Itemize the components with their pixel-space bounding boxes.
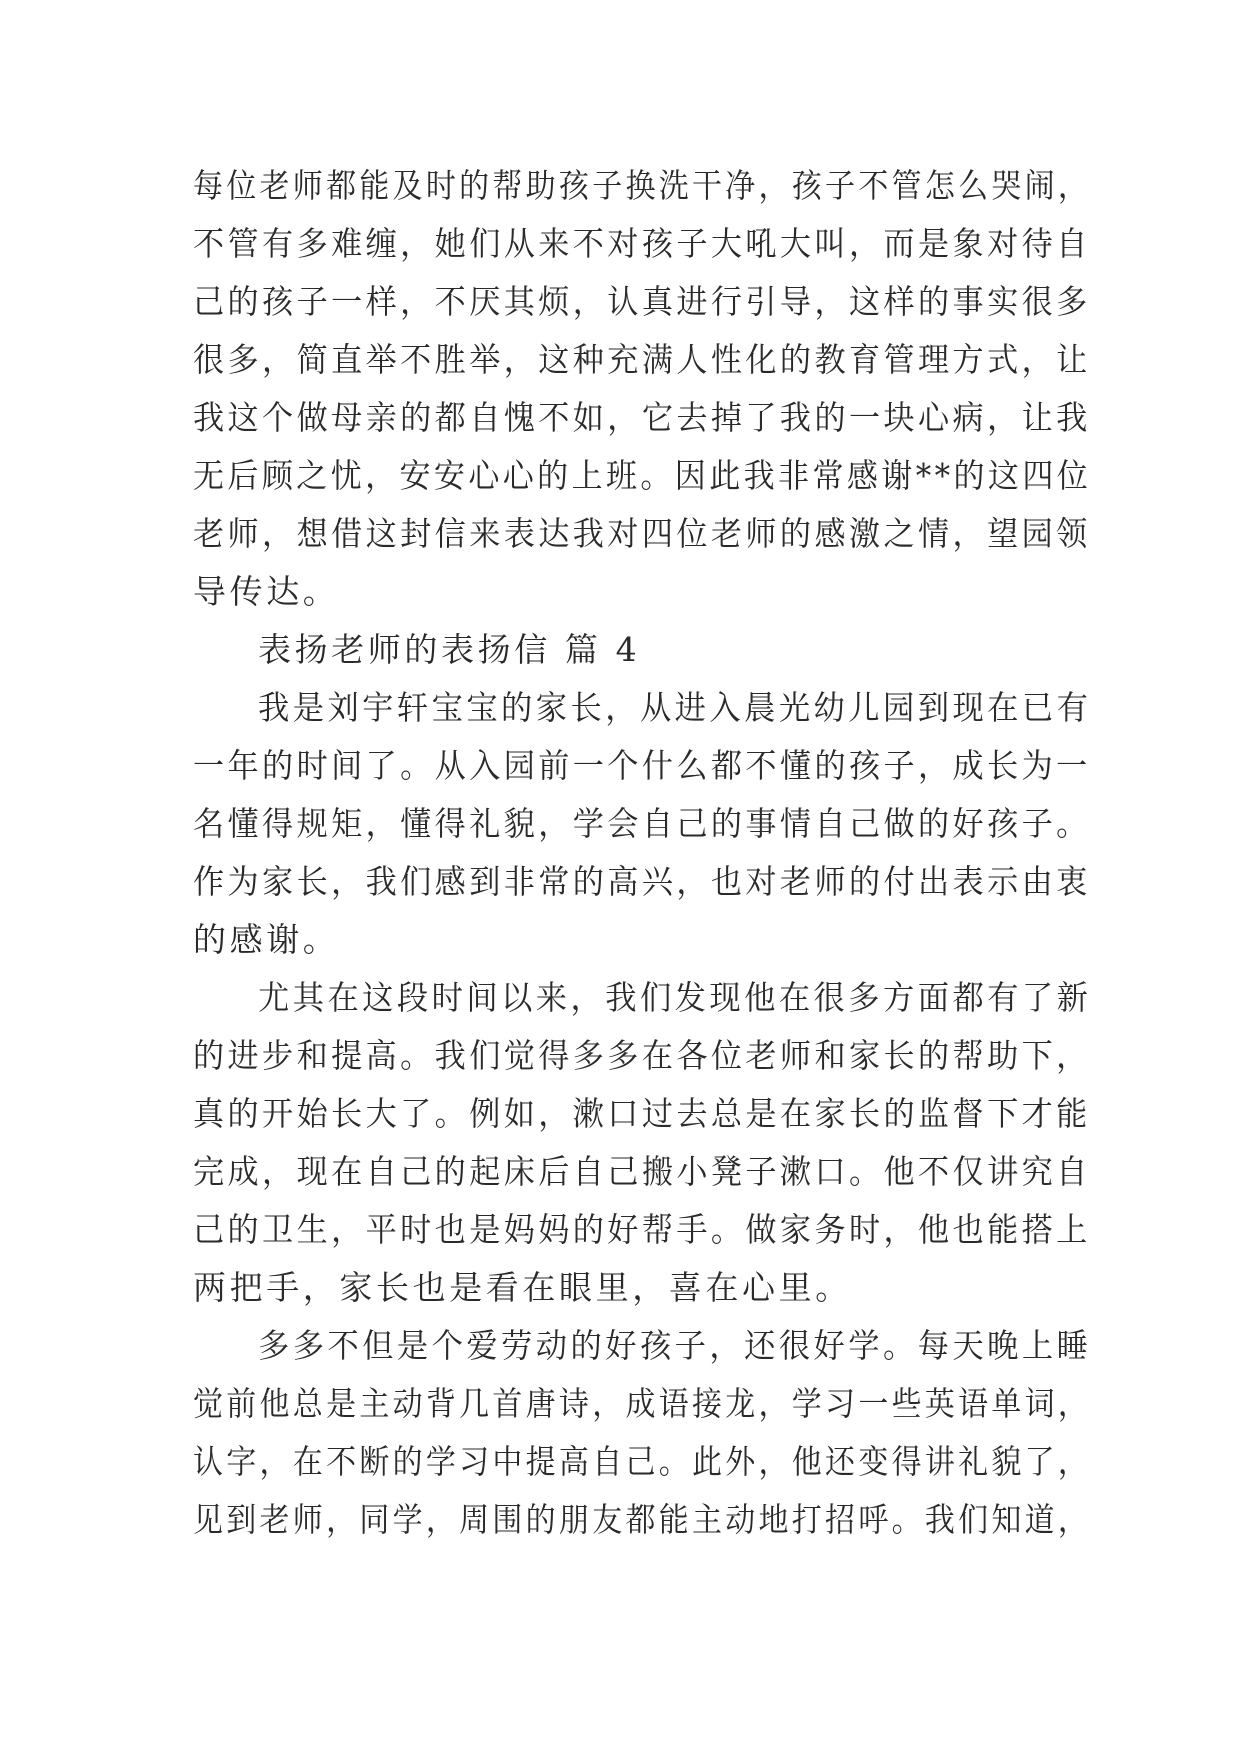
text-line: 己的孩子一样，不厌其烦，认真进行引导，这样的事实很多 bbox=[193, 282, 1091, 321]
text-line: 觉前他总是主动背几首唐诗，成语接龙，学习一些英语单词， bbox=[193, 1384, 1092, 1423]
text-line: 多多不但是个爱劳动的好孩子，还很好学。每天晚上睡 bbox=[258, 1326, 1092, 1365]
text-line: 见到老师，同学，周围的朋友都能主动地打招呼。我们知道， bbox=[193, 1500, 1092, 1539]
text-line: 作为家长，我们感到非常的高兴，也对老师的付出表示由衷 bbox=[193, 862, 1091, 901]
section-heading: 表扬老师的表扬信 篇 4 bbox=[258, 630, 641, 669]
text-line: 己的卫生，平时也是妈妈的好帮手。做家务时，他也能搭上 bbox=[193, 1210, 1091, 1249]
text-line: 我是刘宇轩宝宝的家长，从进入晨光幼儿园到现在已有 bbox=[258, 688, 1092, 727]
text-line: 两把手，家长也是看在眼里，喜在心里。 bbox=[193, 1268, 852, 1307]
text-line: 完成，现在自己的起床后自己搬小凳子漱口。他不仅讲究自 bbox=[193, 1152, 1091, 1191]
text-line: 的感谢。 bbox=[193, 920, 340, 959]
text-line: 老师，想借这封信来表达我对四位老师的感激之情，望园领 bbox=[193, 514, 1091, 553]
text-line: 很多，简直举不胜举，这种充满人性化的教育管理方式，让 bbox=[193, 340, 1091, 379]
text-line: 认字，在不断的学习中提高自己。此外，他还变得讲礼貌了， bbox=[193, 1442, 1092, 1481]
text-line: 无后顾之忧，安安心心的上班。因此我非常感谢**的这四位 bbox=[193, 456, 1092, 495]
text-line: 一年的时间了。从入园前一个什么都不懂的孩子，成长为一 bbox=[193, 746, 1091, 785]
text-line: 名懂得规矩，懂得礼貌，学会自己的事情自己做的好孩子。 bbox=[193, 804, 1091, 843]
text-line: 每位老师都能及时的帮助孩子换洗干净，孩子不管怎么哭闹， bbox=[193, 166, 1092, 205]
text-line: 尤其在这段时间以来，我们发现他在很多方面都有了新 bbox=[258, 978, 1092, 1017]
text-line: 我这个做母亲的都自愧不如，它去掉了我的一块心病，让我 bbox=[193, 398, 1091, 437]
text-line: 真的开始长大了。例如，漱口过去总是在家长的监督下才能 bbox=[193, 1094, 1091, 1133]
text-line: 的进步和提高。我们觉得多多在各位老师和家长的帮助下， bbox=[193, 1036, 1091, 1075]
text-line: 不管有多难缠，她们从来不对孩子大吼大叫，而是象对待自 bbox=[193, 224, 1091, 263]
text-line: 导传达。 bbox=[193, 572, 340, 611]
